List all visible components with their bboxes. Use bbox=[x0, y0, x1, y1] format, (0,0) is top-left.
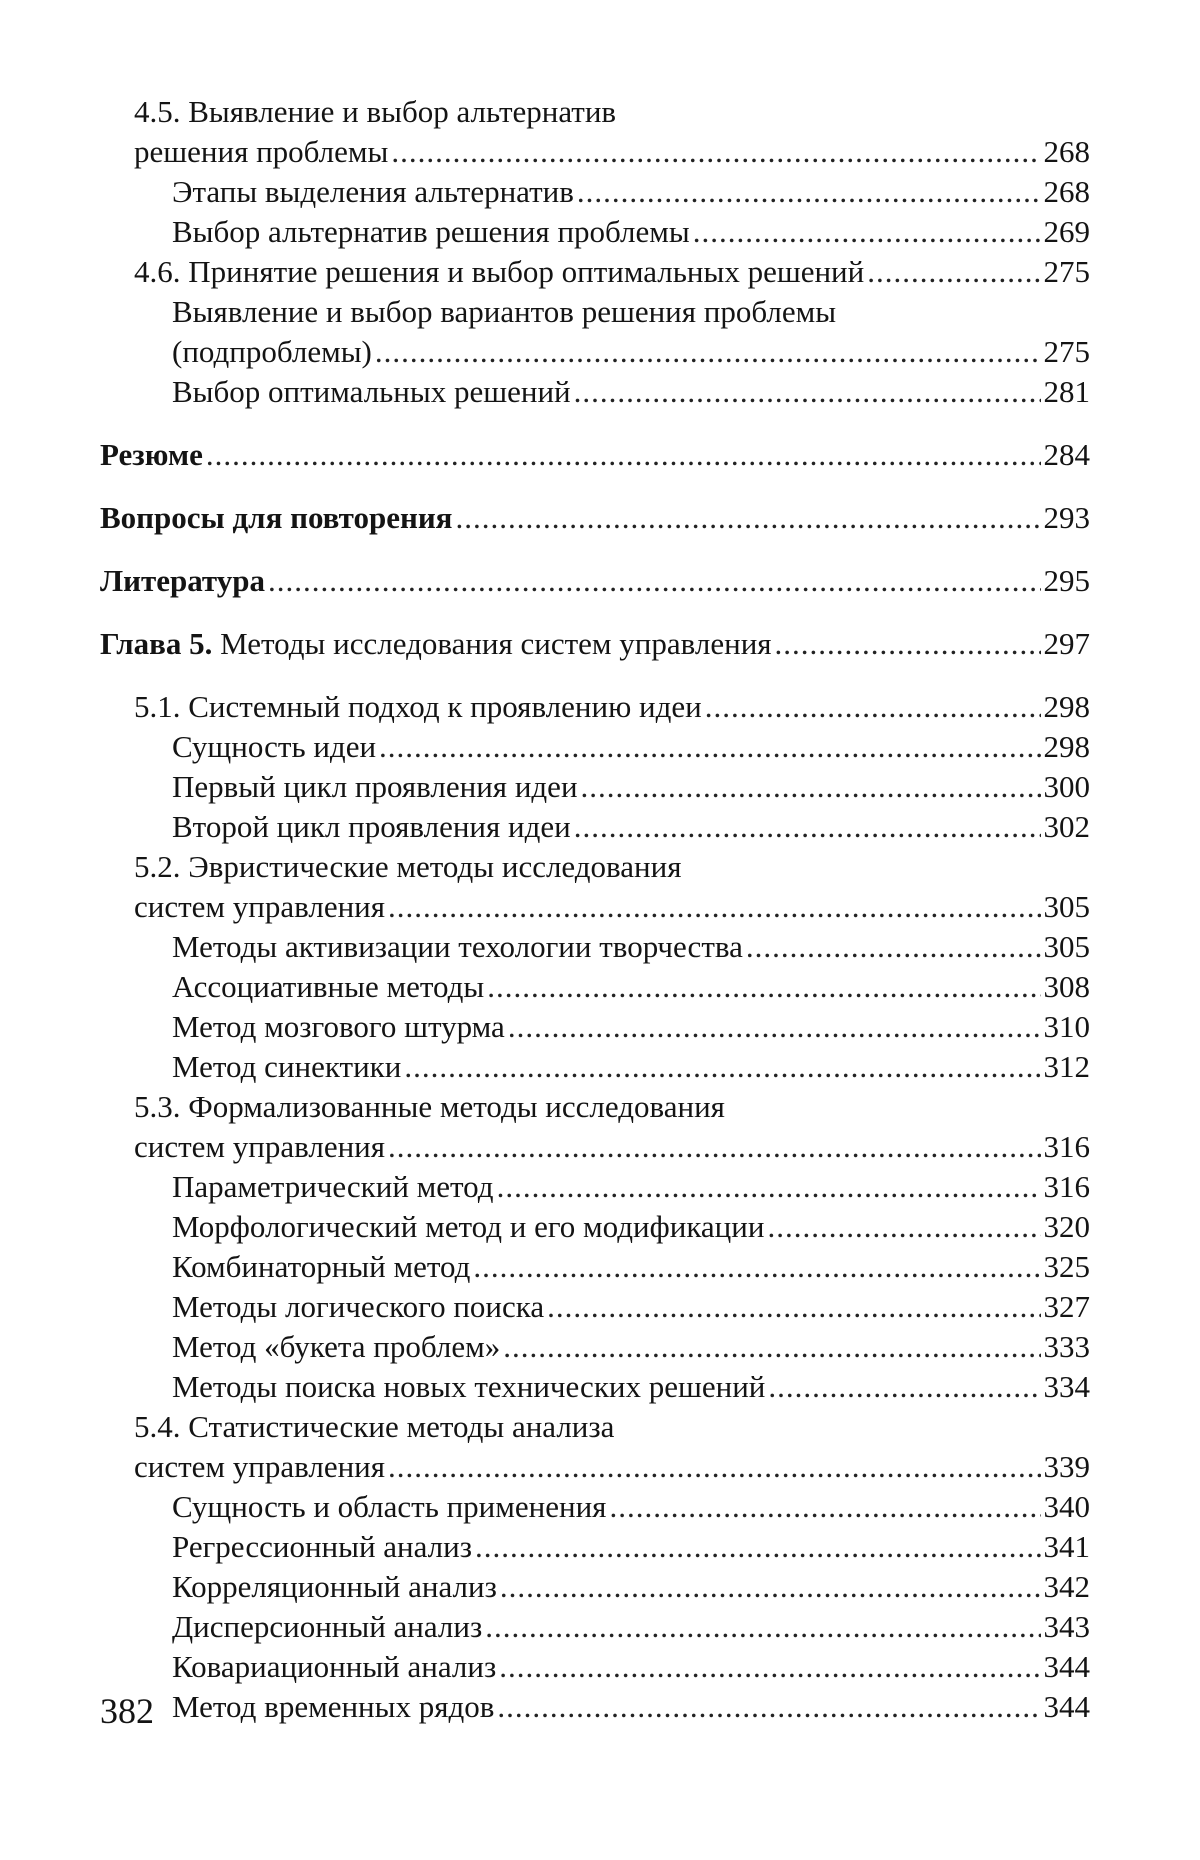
dot-leader bbox=[388, 1447, 1040, 1487]
toc-line-with-page bbox=[100, 1207, 1090, 1247]
toc-entry-title bbox=[172, 172, 574, 212]
dot-leader bbox=[499, 1647, 1040, 1687]
toc-entry bbox=[100, 1087, 1090, 1167]
dot-leader bbox=[867, 252, 1040, 292]
toc-entry bbox=[100, 292, 1090, 372]
dot-leader bbox=[379, 727, 1040, 767]
toc-page-number: 320 bbox=[1043, 1209, 1090, 1244]
toc-entry bbox=[100, 1607, 1090, 1647]
toc-page-number: 327 bbox=[1043, 1289, 1090, 1324]
toc-entry bbox=[100, 1247, 1090, 1287]
toc-line-with-page bbox=[100, 561, 1090, 601]
toc-page-number: 344 bbox=[1043, 1689, 1090, 1724]
toc-entry-text: Регрессионный анализ bbox=[172, 1529, 472, 1564]
toc-line-with-page bbox=[100, 1047, 1090, 1087]
toc-page-number: 312 bbox=[1043, 1049, 1090, 1084]
toc-line-with-page bbox=[100, 132, 1090, 172]
toc-entry-text: Методы исследования систем управления bbox=[212, 626, 772, 661]
toc-entry bbox=[100, 252, 1090, 292]
toc-line-with-page bbox=[100, 1127, 1090, 1167]
dot-leader bbox=[268, 561, 1041, 601]
toc-entry-title bbox=[100, 498, 452, 538]
toc-entry-title bbox=[172, 727, 376, 767]
toc-page-number: 300 bbox=[1043, 769, 1090, 804]
toc-line bbox=[100, 1407, 1090, 1447]
toc-line-with-page bbox=[100, 1327, 1090, 1367]
toc-entry-title bbox=[134, 94, 616, 129]
toc-entry-text: систем управления bbox=[134, 1129, 386, 1164]
toc-page-number: 340 bbox=[1043, 1489, 1090, 1524]
toc-entry-text: 4.6. Принятие решения и выбор оптимальных решений bbox=[134, 254, 865, 289]
toc-entry bbox=[100, 624, 1090, 664]
toc-entry-text: Выбор альтернатив решения проблемы bbox=[172, 214, 690, 249]
toc-page-number: 268 bbox=[1043, 134, 1090, 169]
toc-entry-text: Дисперсионный анализ bbox=[172, 1609, 483, 1644]
toc-entry-title bbox=[172, 1287, 544, 1327]
toc-entry-text: Методы активизации техологии творчества bbox=[172, 929, 743, 964]
toc-entry-text: 5.4. Статистические методы анализа bbox=[134, 1409, 615, 1444]
toc-page-number: 281 bbox=[1043, 374, 1090, 409]
toc-page-number: 298 bbox=[1043, 729, 1090, 764]
toc-entry-title bbox=[172, 1647, 496, 1687]
toc-entry-text: Второй цикл проявления идеи bbox=[172, 809, 571, 844]
toc-entry-title bbox=[172, 372, 571, 412]
dot-leader bbox=[574, 807, 1041, 847]
toc-entry-text: Корреляционный анализ bbox=[172, 1569, 497, 1604]
toc-entry-title bbox=[134, 1089, 725, 1124]
toc-entry-text: систем управления bbox=[134, 1449, 386, 1484]
toc-entry bbox=[100, 967, 1090, 1007]
toc-entry bbox=[100, 1207, 1090, 1247]
toc-page-number: 316 bbox=[1043, 1129, 1090, 1164]
toc-page-number: 305 bbox=[1043, 889, 1090, 924]
dot-leader bbox=[574, 372, 1041, 412]
dot-leader bbox=[500, 1567, 1041, 1607]
toc-entry-title bbox=[172, 294, 836, 329]
toc-entry-title bbox=[134, 1447, 385, 1487]
dot-leader bbox=[485, 1607, 1040, 1647]
toc-page-number: 342 bbox=[1043, 1569, 1090, 1604]
dot-leader bbox=[375, 332, 1041, 372]
dot-leader bbox=[497, 1687, 1040, 1727]
dot-leader bbox=[391, 132, 1040, 172]
toc-entry-title bbox=[100, 624, 772, 664]
toc-entry-text: 5.1. Системный подход к проявлению идеи bbox=[134, 689, 702, 724]
toc-entry-bold-title: Глава 5. bbox=[100, 626, 213, 661]
toc-line bbox=[100, 92, 1090, 132]
toc-entry bbox=[100, 1367, 1090, 1407]
toc-entry-title bbox=[172, 332, 372, 372]
toc-entry-title bbox=[134, 849, 681, 884]
toc-line-with-page bbox=[100, 727, 1090, 767]
toc-entry-text: Сущность и область применения bbox=[172, 1489, 607, 1524]
toc-entry-title bbox=[172, 1607, 482, 1647]
toc-entry-title bbox=[172, 1007, 505, 1047]
toc-entry-title bbox=[134, 252, 864, 292]
toc-entry-title bbox=[172, 1687, 494, 1727]
dot-leader bbox=[581, 767, 1041, 807]
dot-leader bbox=[746, 927, 1041, 967]
dot-leader bbox=[768, 1367, 1040, 1407]
toc-line-with-page bbox=[100, 807, 1090, 847]
toc-entry-text: Выявление и выбор вариантов решения проблемы bbox=[172, 294, 837, 329]
toc-entry-text: Морфологический метод и его модификации bbox=[172, 1209, 765, 1244]
toc-entry bbox=[100, 1647, 1090, 1687]
toc-page-number: 275 bbox=[1043, 334, 1090, 369]
toc-line-with-page bbox=[100, 172, 1090, 212]
dot-leader bbox=[388, 1127, 1040, 1167]
toc-entry-title bbox=[172, 807, 571, 847]
toc-entry bbox=[100, 1487, 1090, 1527]
toc-page-number: 334 bbox=[1043, 1369, 1090, 1404]
toc-entry-title bbox=[134, 1409, 614, 1444]
toc-page-number: 341 bbox=[1043, 1529, 1090, 1564]
toc-entry-text: Метод синектики bbox=[172, 1049, 402, 1084]
toc-line bbox=[100, 1087, 1090, 1127]
toc-page-number: 302 bbox=[1043, 809, 1090, 844]
toc-entry-text: Метод «букета проблем» bbox=[172, 1329, 501, 1364]
toc-line-with-page bbox=[100, 372, 1090, 412]
toc-line-with-page bbox=[100, 1447, 1090, 1487]
toc-entry bbox=[100, 1327, 1090, 1367]
toc-entry-title bbox=[172, 1567, 497, 1607]
toc-line-with-page bbox=[100, 687, 1090, 727]
dot-leader bbox=[497, 1167, 1041, 1207]
toc-line-with-page bbox=[100, 435, 1090, 475]
toc-entry-title bbox=[134, 687, 702, 727]
toc-entry bbox=[100, 1527, 1090, 1567]
toc-page-number: 316 bbox=[1043, 1169, 1090, 1204]
toc-entry bbox=[100, 172, 1090, 212]
toc-page-number: 305 bbox=[1043, 929, 1090, 964]
toc-entry-title bbox=[172, 927, 743, 967]
toc-entry-title bbox=[134, 132, 388, 172]
toc-page-number: 298 bbox=[1043, 689, 1090, 724]
toc-entry-title bbox=[100, 435, 203, 475]
toc-line-with-page bbox=[100, 1647, 1090, 1687]
toc-line-with-page bbox=[100, 927, 1090, 967]
dot-leader bbox=[705, 687, 1041, 727]
toc-entry bbox=[100, 1047, 1090, 1087]
toc-entry-text: Комбинаторный метод bbox=[172, 1249, 471, 1284]
toc-page-number: 268 bbox=[1043, 174, 1090, 209]
toc-entry-title bbox=[172, 767, 578, 807]
toc-entry-title bbox=[172, 1367, 765, 1407]
toc-entry-title bbox=[172, 1207, 764, 1247]
toc-line-with-page bbox=[100, 212, 1090, 252]
dot-leader bbox=[475, 1527, 1041, 1567]
dot-leader bbox=[547, 1287, 1040, 1327]
toc-page-number: 293 bbox=[1043, 500, 1090, 535]
toc-entry-text: Первый цикл проявления идеи bbox=[172, 769, 578, 804]
toc-entry-text: Этапы выделения альтернатив bbox=[172, 174, 574, 209]
dot-leader bbox=[487, 967, 1040, 1007]
toc-line-with-page bbox=[100, 1367, 1090, 1407]
toc-line-with-page bbox=[100, 252, 1090, 292]
dot-leader bbox=[508, 1007, 1041, 1047]
toc-entry bbox=[100, 1167, 1090, 1207]
toc-entry bbox=[100, 727, 1090, 767]
toc-entry-text: Выбор оптимальных решений bbox=[172, 374, 571, 409]
toc-entry bbox=[100, 1687, 1090, 1727]
toc-entry-bold-title: Резюме bbox=[100, 437, 203, 472]
toc-entry bbox=[100, 1567, 1090, 1607]
dot-leader bbox=[473, 1247, 1040, 1287]
table-of-contents bbox=[100, 92, 1090, 1727]
toc-entry-text: (подпроблемы) bbox=[172, 334, 372, 369]
toc-entry-title bbox=[100, 561, 265, 601]
toc-page-number: 295 bbox=[1043, 563, 1090, 598]
dot-leader bbox=[767, 1207, 1040, 1247]
toc-line-with-page bbox=[100, 1607, 1090, 1647]
toc-entry-bold-title: Литература bbox=[100, 563, 265, 598]
toc-line-with-page bbox=[100, 887, 1090, 927]
toc-line-with-page bbox=[100, 332, 1090, 372]
toc-entry-text: Метод временных рядов bbox=[172, 1689, 495, 1724]
toc-line-with-page bbox=[100, 1567, 1090, 1607]
toc-entry-text: Ковариационный анализ bbox=[172, 1649, 497, 1684]
toc-entry-text: решения проблемы bbox=[134, 134, 389, 169]
toc-entry bbox=[100, 212, 1090, 252]
toc-line-with-page bbox=[100, 967, 1090, 1007]
dot-leader bbox=[577, 172, 1041, 212]
dot-leader bbox=[206, 435, 1041, 475]
toc-line-with-page bbox=[100, 1687, 1090, 1727]
toc-page-number: 269 bbox=[1043, 214, 1090, 249]
toc-entry-title bbox=[134, 1127, 385, 1167]
toc-entry bbox=[100, 1007, 1090, 1047]
toc-entry bbox=[100, 92, 1090, 172]
toc-line-with-page bbox=[100, 498, 1090, 538]
toc-entry-title bbox=[172, 1167, 494, 1207]
toc-entry bbox=[100, 767, 1090, 807]
toc-entry-text: Ассоциативные методы bbox=[172, 969, 485, 1004]
toc-page-number: 344 bbox=[1043, 1649, 1090, 1684]
toc-entry-text: 5.2. Эвристические методы исследования bbox=[134, 849, 682, 884]
toc-line-with-page bbox=[100, 1527, 1090, 1567]
toc-entry-title bbox=[172, 1527, 472, 1567]
toc-line bbox=[100, 292, 1090, 332]
toc-page-number: 325 bbox=[1043, 1249, 1090, 1284]
dot-leader bbox=[404, 1047, 1040, 1087]
toc-page-number: 284 bbox=[1043, 437, 1090, 472]
dot-leader bbox=[455, 498, 1040, 538]
toc-line-with-page bbox=[100, 624, 1090, 664]
toc-entry bbox=[100, 372, 1090, 412]
toc-entry bbox=[100, 1287, 1090, 1327]
dot-leader bbox=[693, 212, 1041, 252]
toc-line-with-page bbox=[100, 1287, 1090, 1327]
toc-entry-title bbox=[172, 212, 690, 252]
toc-entry bbox=[100, 435, 1090, 475]
toc-entry-title bbox=[134, 887, 385, 927]
page-number: 382 bbox=[100, 1691, 154, 1731]
toc-entry-text: 5.3. Формализованные методы исследования bbox=[134, 1089, 725, 1124]
toc-entry-text: 4.5. Выявление и выбор альтернатив bbox=[134, 94, 617, 129]
toc-page-number: 339 bbox=[1043, 1449, 1090, 1484]
dot-leader bbox=[388, 887, 1040, 927]
toc-line bbox=[100, 847, 1090, 887]
dot-leader bbox=[503, 1327, 1040, 1367]
toc-entry bbox=[100, 498, 1090, 538]
toc-line-with-page bbox=[100, 767, 1090, 807]
toc-entry-text: Методы логического поиска bbox=[172, 1289, 545, 1324]
toc-page-number: 310 bbox=[1043, 1009, 1090, 1044]
dot-leader bbox=[609, 1487, 1040, 1527]
toc-entry-title bbox=[172, 1487, 606, 1527]
toc-page-number: 297 bbox=[1043, 626, 1090, 661]
toc-line-with-page bbox=[100, 1247, 1090, 1287]
toc-page-number: 308 bbox=[1043, 969, 1090, 1004]
toc-entry bbox=[100, 847, 1090, 927]
toc-line-with-page bbox=[100, 1007, 1090, 1047]
dot-leader bbox=[775, 624, 1041, 664]
toc-entry bbox=[100, 927, 1090, 967]
toc-entry bbox=[100, 1407, 1090, 1487]
toc-entry-text: Метод мозгового штурма bbox=[172, 1009, 505, 1044]
toc-entry-title bbox=[172, 1247, 470, 1287]
toc-entry bbox=[100, 687, 1090, 727]
toc-page-number: 275 bbox=[1043, 254, 1090, 289]
toc-page-number: 343 bbox=[1043, 1609, 1090, 1644]
toc-entry-bold-title: Вопросы для повторения bbox=[100, 500, 453, 535]
toc-entry-text: Параметрический метод bbox=[172, 1169, 494, 1204]
toc-line-with-page bbox=[100, 1167, 1090, 1207]
toc-entry-text: Сущность идеи bbox=[172, 729, 377, 764]
toc-entry-title bbox=[172, 967, 484, 1007]
toc-entry-text: Методы поиска новых технических решений bbox=[172, 1369, 766, 1404]
toc-entry-text: систем управления bbox=[134, 889, 386, 924]
toc-page-number: 333 bbox=[1043, 1329, 1090, 1364]
toc-entry-title bbox=[172, 1327, 500, 1367]
toc-entry-title bbox=[172, 1047, 401, 1087]
toc-entry bbox=[100, 807, 1090, 847]
toc-line-with-page bbox=[100, 1487, 1090, 1527]
toc-entry bbox=[100, 561, 1090, 601]
